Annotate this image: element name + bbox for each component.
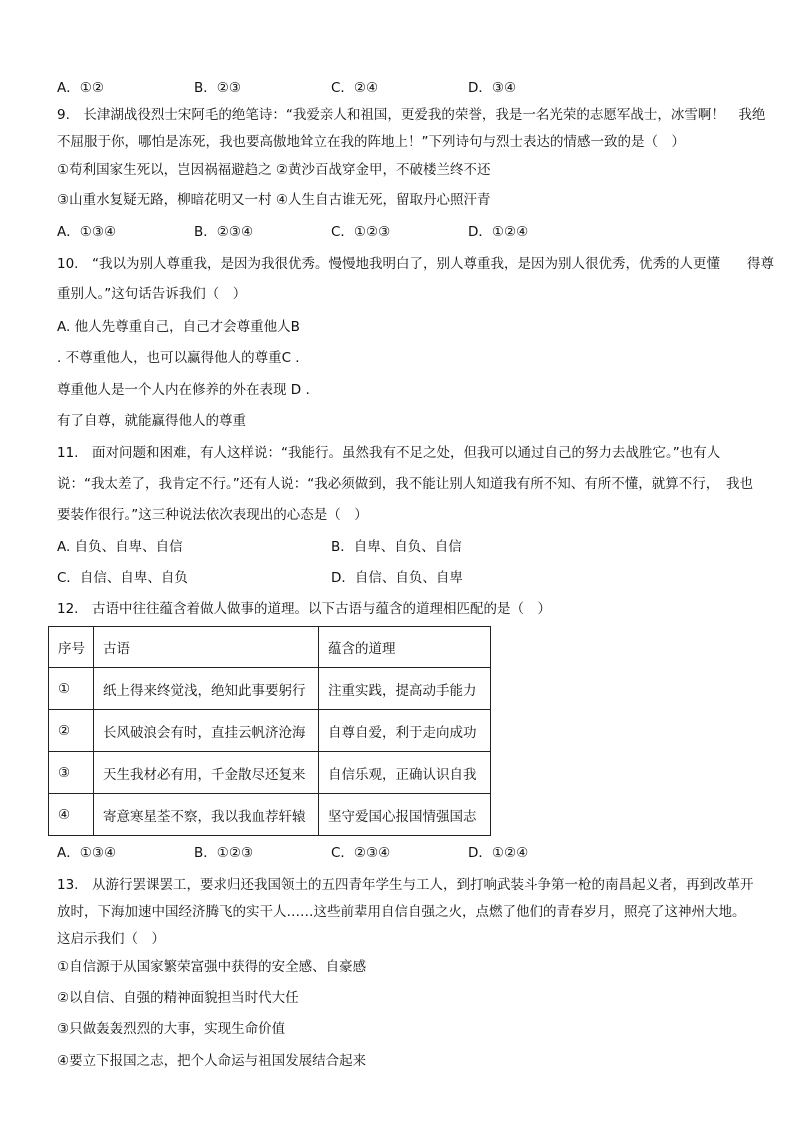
header-cell-meaning: 蕴含的道理	[319, 627, 491, 668]
q13-item-2: ②以自信、自强的精神面貌担当时代大任	[57, 990, 299, 1006]
q9-stem-line1: 9. 长津湖战役烈士宋阿毛的绝笔诗：“我爱亲人和祖国，更爱我的荣誉，我是一名光荣的志愿军战士，冰雪啊！ 我绝	[57, 107, 766, 123]
table-cell: ①	[49, 668, 94, 710]
table-cell: 注重实践，提高动手能力	[319, 668, 491, 710]
q12-option-a: A．①③④	[57, 845, 117, 861]
q13-stem-line2: 放时，下海加速中国经济腾飞的实干人……这些前辈用自信自强之火，点燃了他们的青春岁月，照亮了这神州大地。	[57, 904, 746, 920]
q10-line6: 有了自尊，就能赢得他人的尊重	[57, 413, 246, 429]
q9-option-c: C．①②③	[331, 224, 391, 240]
table-cell: 天生我材必有用，千金散尽还复来	[94, 752, 319, 794]
q13-stem-line3: 这启示我们（ ）	[57, 931, 165, 947]
table-row	[49, 710, 491, 752]
table-row	[49, 668, 491, 710]
q10-line4: . 不尊重他人，也可以赢得他人的尊重C .	[57, 350, 300, 366]
table-cell: ④	[49, 794, 94, 836]
q11-stem-line1: 11. 面对问题和困难，有人这样说：“我能行。虽然我有不足之处，但我可以通过自己的努力去战胜它。”也有人	[57, 445, 721, 461]
q11-stem-line3: 要装作很行。”这三种说法依次表现出的心态是（ ）	[57, 507, 368, 523]
table-cell: 长风破浪会有时，直挂云帆济沧海	[94, 710, 319, 752]
table-cell: 自尊自爱，利于走向成功	[319, 710, 491, 752]
q10-stem-line2: 重别人。”这句话告诉我们（ ）	[57, 286, 247, 302]
q8-option-b: B．②③	[194, 80, 241, 96]
q10-line5: 尊重他人是一个人内在修养的外在表现 D .	[57, 382, 310, 398]
q12-option-c: C．②③④	[331, 845, 391, 861]
q12-option-b: B．①②③	[194, 845, 254, 861]
q10-line3: A. 他人先尊重自己，自己才会尊重他人B	[57, 319, 300, 335]
q13-item-1: ①自信源于从国家繁荣富强中获得的安全感、自豪感	[57, 959, 367, 975]
q8-option-a: A．①②	[57, 80, 104, 96]
q11-option-a: A. 自负、自卑、自信	[57, 539, 183, 555]
table-row	[49, 794, 491, 836]
table-cell: 纸上得来终觉浅，绝知此事要躬行	[94, 668, 319, 710]
q12-option-d: D．①②④	[468, 845, 529, 861]
q13-item-3: ③只做轰轰烈烈的大事，实现生命价值	[57, 1021, 286, 1037]
q9-poems-line1: ①苟利国家生死以，岂因祸福避趋之 ②黄沙百战穿金甲，不破楼兰终不还	[57, 162, 491, 178]
table-cell: ③	[49, 752, 94, 794]
q11-option-d: D．自信、自负、自卑	[331, 570, 463, 586]
q12-table	[48, 626, 491, 836]
table-cell: ②	[49, 710, 94, 752]
q11-stem-line2: 说：“我太差了，我肯定不行。”还有人说：“我必须做到，我不能让别人知道我有所不知、有所不懂，就算不行， 我也	[57, 476, 753, 492]
q9-option-d: D．①②④	[468, 224, 529, 240]
table-cell: 寄意寒星荃不察，我以我血荐轩辕	[94, 794, 319, 836]
table-cell: 坚守爱国心报国情强国志	[319, 794, 491, 836]
q10-stem-line1: 10. “我以为别人尊重我，是因为我很优秀。慢慢地我明白了，别人尊重我，是因为别人很优秀，优秀的人更懂 得尊	[57, 256, 774, 272]
table-cell: 自信乐观，正确认识自我	[319, 752, 491, 794]
q13-stem-line1: 13. 从游行罢课罢工，要求归还我国领土的五四青年学生与工人，到打响武装斗争第一枪的南昌起义者，再到改革开	[57, 877, 754, 893]
q8-option-c: C．②④	[331, 80, 379, 96]
q9-poems-line2: ③山重水复疑无路，柳暗花明又一村 ④人生自古谁无死，留取丹心照汗青	[57, 192, 491, 208]
table-row	[49, 752, 491, 794]
q9-stem-line2: 不屈服于你，哪怕是冻死，我也要高傲地耸立在我的阵地上！”下列诗句与烈士表达的情感一致的是（ ）	[57, 134, 685, 150]
q8-option-d: D．③④	[468, 80, 517, 96]
q11-option-c: C．自信、自卑、自负	[57, 570, 188, 586]
table-header-row	[49, 627, 491, 668]
q9-option-b: B．②③④	[194, 224, 254, 240]
q12-stem: 12. 古语中往往蕴含着做人做事的道理。以下古语与蕴含的道理相匹配的是（ ）	[57, 601, 551, 617]
header-cell-saying: 古语	[94, 627, 319, 668]
q11-option-b: B．自卑、自负、自信	[331, 539, 462, 555]
q9-option-a: A．①③④	[57, 224, 117, 240]
header-cell-number: 序号	[49, 627, 94, 668]
q13-item-4: ④要立下报国之志，把个人命运与祖国发展结合起来	[57, 1053, 367, 1069]
